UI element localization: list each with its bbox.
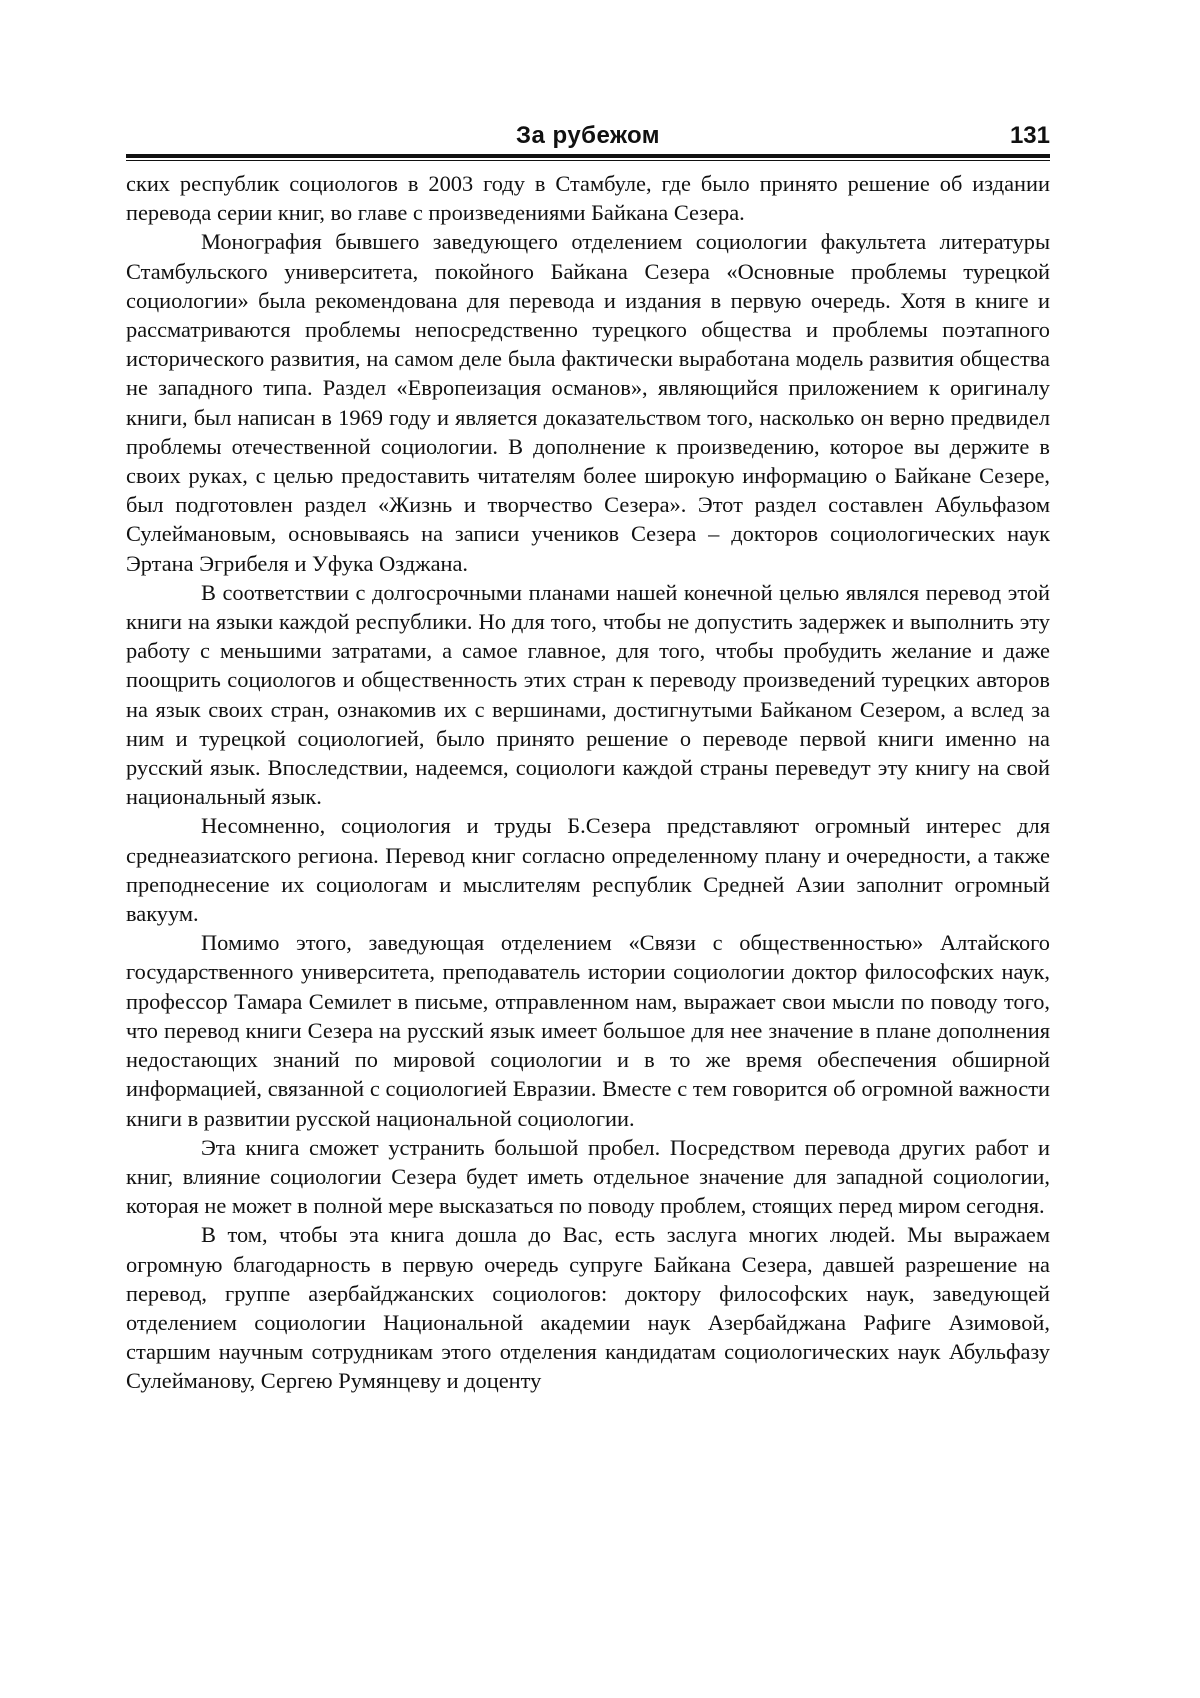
paragraph: В том, чтобы эта книга дошла до Вас, есть заслуга многих людей. Мы выражаем огромную благодарность в первую очередь супруге Байкана Сезера, давшей разрешение на перевод, группе азербайджанских социологов: доктору философских наук, заведующей отделением социологии Национальной академии наук Азербайджана Рафиге Азимовой, старшим научным сотрудникам этого отделения кандидатам социологических наук Абульфазу Сулейманову, Сергею Румянцеву и доценту [126,1222,1050,1394]
paragraph: Монография бывшего заведующего отделением социологии факультета литературы Стамбульского университета, покойного Байкана Сезера «Основные проблемы турецкой социологии» была рекомендована для перевода и издания в первую очередь. Хотя в книге и рассматриваются проблемы непосредственно турецкого общества и проблемы поэтапного исторического развития, на самом деле была фактически выработана модель развития общества не западного типа. Раздел «Европеизация османов», являющийся приложением к оригиналу книги, был написан в 1969 году и является доказательством того, насколько он верно предвидел проблемы отечественной социологии. В дополнение к произведению, которое вы держите в своих руках, с целью предоставить читателям более широкую информацию о Байкане Сезере, был подготовлен раздел «Жизнь и творчество Сезера». Этот раздел составлен Абульфазом Сулеймановым, основываясь на записи учеников Сезера – докторов социологических наук Эртана Эгрибеля и Уфука Озджана. [126,229,1050,576]
body-text [126,169,1050,1396]
header-rule-thin [126,160,1050,161]
paragraph: Несомненно, социология и труды Б.Сезера представляют огромный интерес для среднеазиатского региона. Перевод книг согласно определенному плану и очередности, а также преподнесение их социологам и мыслителям республик Средней Азии заполнит огромный вакуум. [126,813,1050,927]
book-page [126,122,1050,1396]
paragraph: Помимо этого, заведующая отделением «Связи с общественностью» Алтайского государственного университета, преподаватель истории социологии доктор философских наук, профессор Тамара Семилет в письме, отправленном нам, выражает свои мысли по поводу того, что перевод книги Сезера на русский язык имеет большое для нее значение в плане дополнения недостающих знаний по мировой социологии и в то же время обеспечения обширной информацией, связанной с социологией Евразии. Вместе с тем говорится об огромной важности книги в развитии русской национальной социологии. [126,930,1050,1131]
section-title: За рубежом [515,122,661,149]
running-header [126,122,1050,152]
page-number: 131 [1009,122,1050,149]
paragraph: Эта книга сможет устранить большой пробел. Посредством перевода других работ и книг, влияние социологии Сезера будет иметь отдельное значение для западной социологии, которая не может в полной мере высказаться по поводу проблем, стоящих перед миром сегодня. [126,1134,1050,1219]
header-rule-thick [126,154,1050,158]
paragraph-continued: ских республик социологов в 2003 году в Стамбуле, где было принято решение об издании перевода серии книг, во главе с произведениями Байкана Сезера. [126,171,1050,226]
paragraph: В соответствии с долгосрочными планами нашей конечной целью являлся перевод этой книги на языки каждой республики. Но для того, чтобы не допустить задержек и выполнить эту работу с меньшими затратами, а самое главное, для того, чтобы пробудить желание и даже поощрить социологов и общественность этих стран к переводу произведений турецких авторов на язык своих стран, ознакомив их с вершинами, достигнутыми Байканом Сезером, а вслед за ним и турецкой социологией, было принято решение о переводе первой книги именно на русский язык. Впоследствии, надеемся, социологи каждой страны переведут эту книгу на свой национальный язык. [126,579,1050,810]
